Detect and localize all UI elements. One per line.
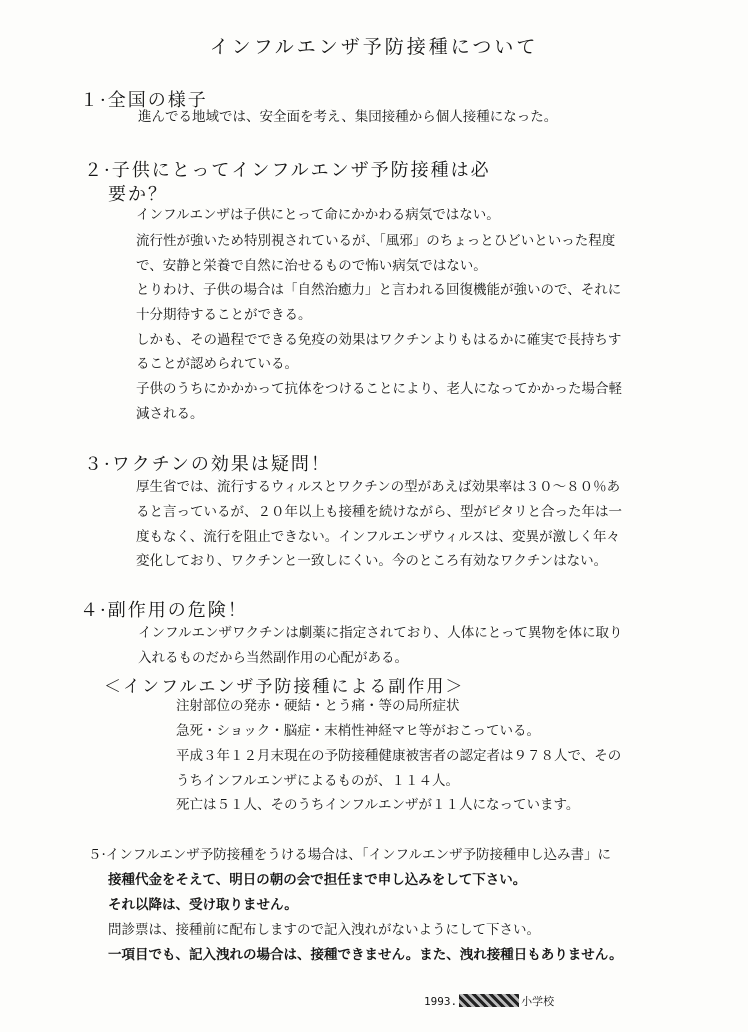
footer [424,993,554,1009]
section4-subheading: ＜インフルエンザ予防接種による副作用＞ [104,677,465,697]
section3-heading: ３·ワクチンの効果は疑問！ [84,454,331,475]
section2-line: 減される。 [136,406,204,422]
section2-line: しかも、その過程でできる免疫の効果はワクチンよりもはるかに確実で長持ちす [136,332,622,348]
section2-line: 子供のうちにかかかって抗体をつけることにより、老人になってかかった場合軽 [136,381,622,397]
section3-line: 変化しており、ワクチンと一致しにくい。今のところ有効なワクチンはない。 [136,553,608,569]
section2-heading-line2: 要か？ [108,184,168,205]
section1-heading: １·全国の様子 [80,90,208,111]
section4-heading: ４·副作用の危険！ [80,600,248,621]
section4-line: 入れるものだから当然副作用の心配がある。 [138,650,408,666]
section3-line: ると言っているが、２０年以上も接種を続けながら、型がピタリと合った年は一 [136,504,622,520]
side-effect-line: 死亡は５１人、そのうちインフルエンザが１１人になっています。 [176,797,580,813]
section5-line: それ以降は、受け取りません。 [108,897,298,913]
document-title: インフルエンザ予防接種について [209,36,539,58]
section5-line: 一項目でも、記入洩れの場合は、接種できません。また、洩れ接種日もありません。 [108,947,623,963]
redacted-mosaic [459,994,519,1007]
section1-line: 進んでる地域では、安全面を考え、集団接種から個人接種になった。 [138,109,558,125]
side-effect-line: 平成３年１２月末現在の予防接種健康被害者の認定者は９７８人で、その [176,748,622,764]
section3-line: 度もなく、流行を阻止できない。インフルエンザウィルスは、変異が激しく年々 [136,529,620,545]
section2-line: インフルエンザは子供にとって命にかかわる病気ではない。 [136,207,500,223]
section2-line: 十分期待することができる。 [136,307,312,323]
section4-line: インフルエンザワクチンは劇薬に指定されており、人体にとって異物を体に取り [138,625,623,641]
side-effect-line: うちインフルエンザによるものが、１１４人。 [176,773,459,789]
section2-heading-line1: ２·子供にとってインフルエンザ予防接種は必 [84,160,491,181]
side-effect-line: 急死・ショック・脳症・末梢性神経マヒ等がおこっている。 [176,723,540,739]
section5-line: 接種代金をそえて、明日の朝の会で担任まで申し込みをして下さい。 [108,872,527,888]
section2-line: ることが認められている。 [136,356,298,372]
footer-school: 小学校 [521,995,555,1008]
footer-year: 1993. [424,995,458,1008]
section2-line: で、安静と栄養で自然に治せるもので怖い病気ではない。 [136,258,487,274]
section3-line: 厚生省では、流行するウィルスとワクチンの型があえば効果率は３０～８０％あ [136,479,621,495]
section5-line: 問診票は、接種前に配布しますので記入洩れがないようにして下さい。 [108,922,540,938]
section2-line: 流行性が強いため特別視されているが、「風邪」のちょっとひどいといった程度 [136,233,616,249]
side-effect-line: 注射部位の発赤・硬結・とう痛・等の局所症状 [176,698,460,714]
section2-line: とりわけ、子供の場合は「自然治癒力」と言われる回復機能が強いので、それに [136,282,622,298]
section5-line: ５·インフルエンザ予防接種をうける場合は、「インフルエンザ予防接種申し込み書」に [88,847,611,863]
